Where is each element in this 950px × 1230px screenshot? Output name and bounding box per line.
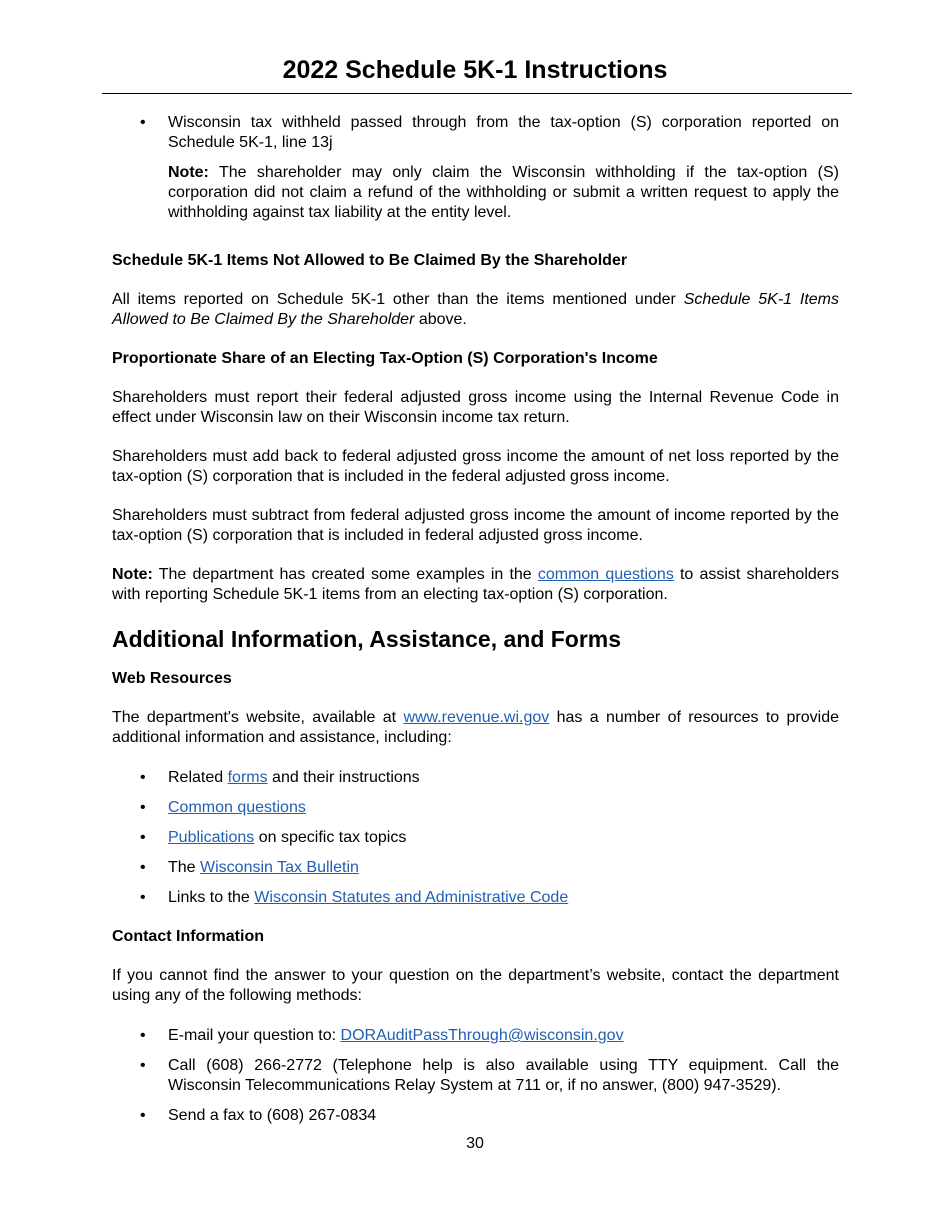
bullet-icon: • — [140, 799, 146, 816]
list-item — [112, 1106, 839, 1126]
list-item — [112, 888, 839, 908]
web-resources-list — [112, 768, 839, 908]
bullet-icon: • — [140, 1027, 146, 1044]
contact-intro: If you cannot find the answer to your question on the department’s website, contact the department using any of the following methods: — [112, 967, 839, 1004]
forms-link[interactable]: forms — [227, 769, 268, 786]
proportionate-paragraph-2: Shareholders must add back to federal adjusted gross income the amount of net loss reported by the tax-option (S) corporation that is included in the federal adjusted gross income. — [112, 448, 839, 485]
common-questions-link[interactable]: common questions — [537, 566, 674, 583]
intro-text: The department's website, available at — [112, 709, 404, 726]
list-item — [112, 798, 839, 818]
list-item — [112, 1026, 839, 1046]
list-item — [112, 828, 839, 848]
proportionate-paragraph-3: Shareholders must subtract from federal adjusted gross income the amount of income reported by the tax-option (S) corporation that is included in federal adjusted gross income. — [112, 507, 839, 544]
list-item-text-end: on specific tax topics — [254, 829, 407, 846]
section-heading-proportionate: Proportionate Share of an Electing Tax-Option (S) Corporation's Income — [112, 350, 658, 367]
not-allowed-paragraph — [112, 290, 839, 330]
list-item — [112, 768, 839, 788]
not-allowed-text-end: above. — [414, 311, 467, 328]
web-resources-intro — [112, 708, 839, 748]
statutes-code-link[interactable]: Wisconsin Statutes and Administrative Code — [254, 889, 569, 906]
subsection-heading-contact: Contact Information — [112, 928, 264, 945]
bullet-icon: • — [140, 769, 146, 786]
page-content — [112, 113, 839, 1126]
page-title: 2022 Schedule 5K-1 Instructions — [282, 56, 668, 84]
phone-text: Call (608) 266-2772 (Telephone help is also available using TTY equipment. Call the Wisconsin Telecommunications Relay System at 711 or, if no answer, (800) 947-3529). — [168, 1057, 839, 1094]
note-label: Note: — [112, 566, 153, 583]
withholding-bullet-text: Wisconsin tax withheld passed through from the tax-option (S) corporation reported on Schedule 5K-1, line 13j — [168, 114, 839, 151]
list-item-text: Related — [168, 769, 228, 786]
withholding-bullet-list — [112, 113, 839, 153]
email-link[interactable]: DORAuditPassThrough@wisconsin.gov — [340, 1027, 624, 1044]
tax-bulletin-link[interactable]: Wisconsin Tax Bulletin — [200, 859, 359, 876]
fax-text: Send a fax to (608) 267-0834 — [168, 1107, 377, 1124]
intro-text-end: has a number of resources to provide additional information and assistance, including: — [112, 709, 839, 746]
proportionate-note — [112, 565, 839, 605]
bullet-icon: • — [140, 1057, 146, 1074]
list-item-text: The — [168, 859, 201, 876]
proportionate-paragraph-1: Shareholders must report their federal adjusted gross income using the Internal Revenue Code in effect under Wisconsin law on their Wisconsin income tax return. — [112, 389, 839, 426]
bullet-icon: • — [140, 1107, 146, 1124]
list-item — [112, 1056, 839, 1096]
list-item — [112, 113, 839, 153]
not-allowed-text: All items reported on Schedule 5K-1 other than the items mentioned under — [112, 291, 684, 308]
revenue-website-link[interactable]: www.revenue.wi.gov — [403, 709, 550, 726]
bullet-icon: • — [140, 829, 146, 846]
not-allowed-italic-ref: Schedule 5K-1 Items Allowed to Be Claimed By the Shareholder — [112, 291, 839, 328]
section-heading-additional-info: Additional Information, Assistance, and Forms — [112, 626, 622, 652]
note-text-end: to assist shareholders with reporting Schedule 5K-1 items from an electing tax-option (S) corporation. — [112, 566, 840, 603]
contact-methods-list — [112, 1026, 839, 1126]
list-item-text-end: and their instructions — [267, 769, 420, 786]
subsection-heading-web-resources: Web Resources — [112, 670, 232, 687]
list-item — [112, 858, 839, 878]
section-heading-not-allowed: Schedule 5K-1 Items Not Allowed to Be Claimed By the Shareholder — [112, 252, 628, 269]
note-text: The department has created some examples in the — [152, 566, 538, 583]
bullet-icon: • — [140, 889, 146, 906]
header-divider — [102, 93, 852, 94]
publications-link[interactable]: Publications — [168, 829, 255, 846]
note-label: Note: — [168, 164, 209, 181]
page-number: 30 — [466, 1135, 484, 1152]
withholding-note — [112, 163, 839, 223]
common-questions-list-link[interactable]: Common questions — [168, 799, 306, 816]
note-text: The shareholder may only claim the Wisconsin withholding if the tax-option (S) corporation did not claim a refund of the withholding or submit a written request to apply the withholding against tax liability at the entity level. — [168, 164, 839, 221]
bullet-icon: • — [140, 859, 146, 876]
email-text: E-mail your question to: — [168, 1027, 341, 1044]
list-item-text: Links to the — [168, 889, 255, 906]
bullet-icon: • — [140, 114, 146, 131]
